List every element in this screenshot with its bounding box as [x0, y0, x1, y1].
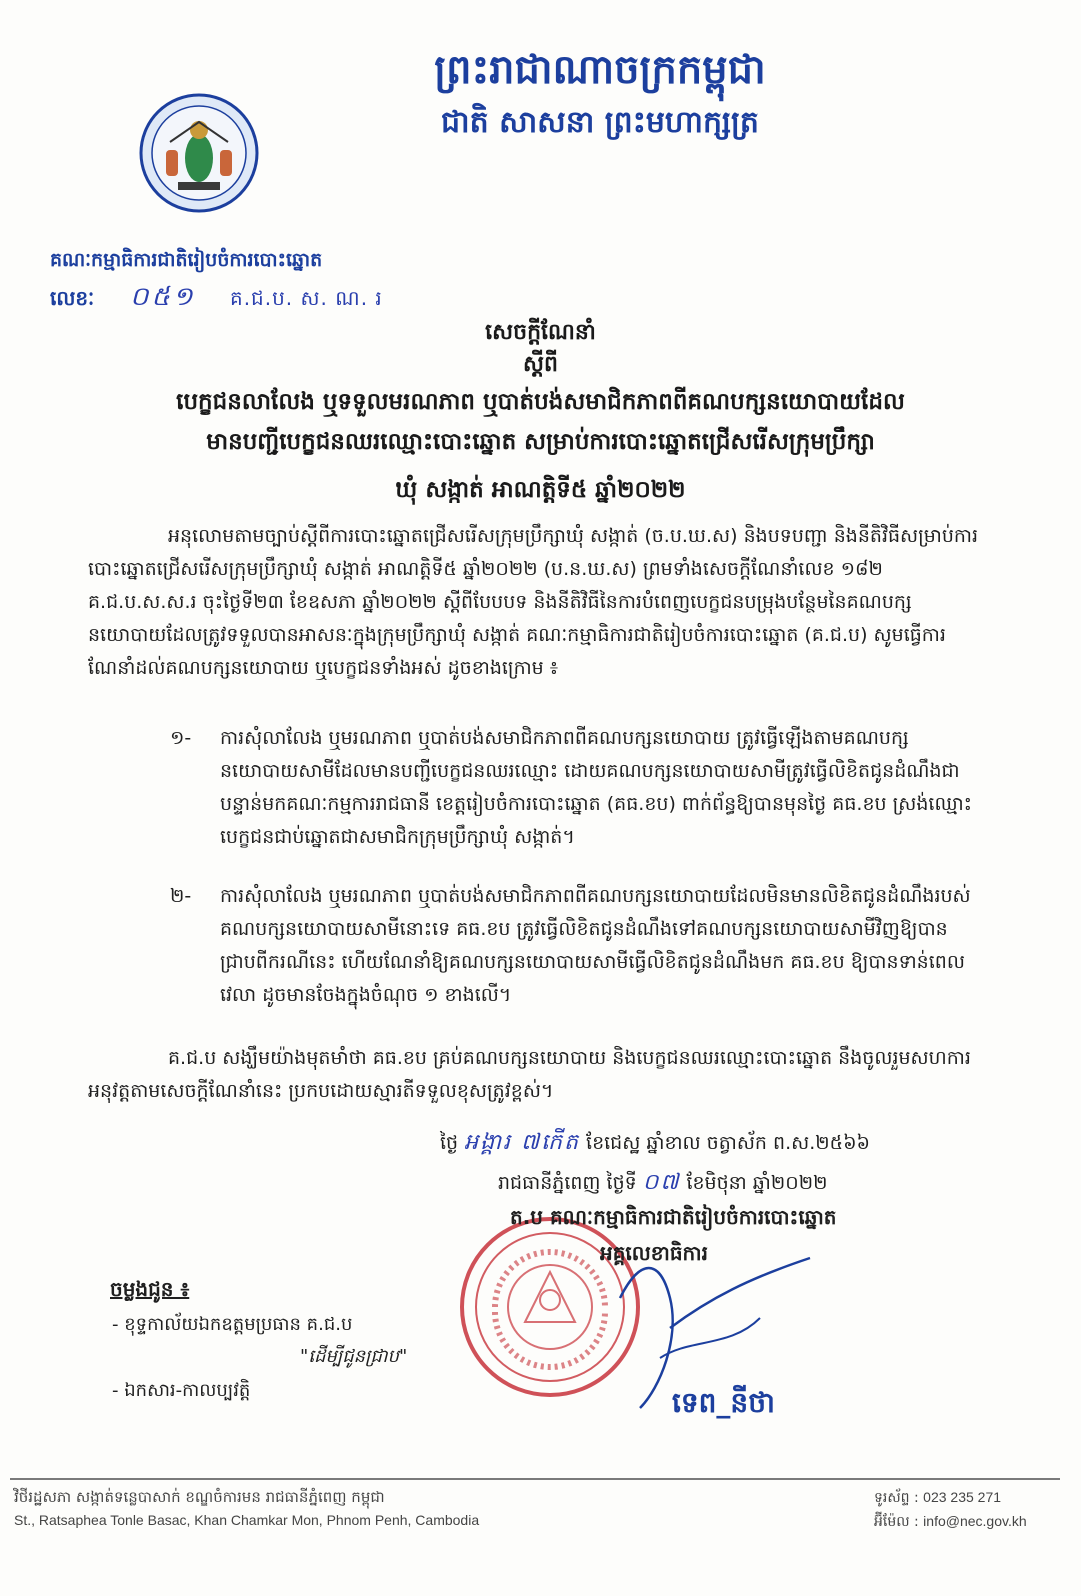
footer-email: [874, 1512, 1027, 1533]
document-type-title: សេចក្តីណែនាំ: [485, 320, 596, 345]
list-item: [170, 722, 985, 854]
footer-address-english: St., Ratsaphea Tonle Basac, Khan Chamkar Mon, Phnom Penh, Cambodia: [14, 1512, 480, 1528]
cc-recipient: - ឯកសារ-កាលប្បវត្តិ: [112, 1380, 251, 1401]
phone-label: ទូរស័ព្ទ :: [874, 1490, 919, 1506]
footer-phone: [874, 1488, 1001, 1509]
kingdom-header: [360, 40, 840, 146]
list-item-number: ២-: [170, 885, 192, 907]
list-item: [170, 880, 985, 1012]
list-item-number: ១-: [170, 727, 192, 749]
signature-organization: ត.ប គណៈកម្មាធិការជាតិរៀបចំការបោះឆ្នោត: [510, 1205, 837, 1229]
email-address: info@nec.gov.kh: [923, 1513, 1027, 1529]
footer-address-khmer: វិថីរដ្ឋសភា សង្កាត់ទន្លេបាសាក់ ខណ្ឌចំការមន រាជធានីភ្នំពេញ កម្ពុជា: [14, 1488, 385, 1506]
body-paragraph-closing: គ.ជ.ប សង្ឃឹមយ៉ាងមុតមាំថា គធ.ខប គ្រប់គណបក្សនយោបាយ និងបេក្ខជនឈរឈ្មោះបោះឆ្នោត នឹងចូលរួមសហការអនុវត្តតាមសេចក្តីណែនាំនេះ ប្រកបដោយស្មារតីទទួលខុសត្រូវខ្ពស់។: [88, 1047, 971, 1102]
lunar-date-prefix: ថ្ងៃ: [440, 1132, 459, 1154]
cc-recipient-note: "ដើម្បីជូនជ្រាប": [300, 1346, 408, 1367]
lunar-date-handwritten: អង្គារ ៧កើត: [464, 1130, 580, 1155]
title-subject-label: ស្តីពី: [523, 352, 558, 377]
reference-label: លេខៈ: [50, 286, 95, 310]
signer-title: អគ្គលេខាធិការ: [600, 1241, 708, 1265]
signer-name: ទេព_នីថា: [672, 1386, 775, 1419]
email-label: អ៊ីម៉ែល :: [874, 1514, 919, 1530]
footer-divider: [10, 1478, 1060, 1480]
solar-date-line: [498, 1168, 827, 1200]
lunar-date-suffix: ខែជេស្ឋ ឆ្នាំខាល ចត្វាស័ក ព.ស.២៥៦៦: [586, 1132, 870, 1154]
cc-title: ចម្លងជូន ៖: [110, 1277, 190, 1301]
kingdom-title: ព្រះរាជាណាចក្រកម្ពុជា: [434, 46, 766, 93]
solar-date-suffix: ខែមិថុនា ឆ្នាំ២០២២: [686, 1172, 828, 1194]
title-subject-line-2: មានបញ្ជីបេក្ខជនឈរឈ្មោះបោះឆ្នោត សម្រាប់ការបោះឆ្នោតជ្រើសរើសក្រុមប្រឹក្សា: [206, 429, 875, 455]
cc-recipient: - ខុទ្ទកាល័យឯកឧត្តមប្រធាន គ.ជ.ប: [112, 1314, 353, 1335]
reference-suffix: គ.ជ.ប. ស. ណ. រ: [230, 286, 383, 310]
issuing-organization: គណៈកម្មាធិការជាតិរៀបចំការបោះឆ្នោត: [50, 249, 323, 271]
national-motto: ជាតិ សាសនា ព្រះមហាក្សត្រ: [441, 105, 759, 140]
lunar-date-line: [440, 1128, 870, 1160]
solar-date-handwritten: ០៧: [642, 1170, 681, 1195]
solar-date-prefix: រាជធានីភ្នំពេញ ថ្ងៃទី: [498, 1172, 637, 1194]
title-subject-line-3: ឃុំ សង្កាត់ អាណត្តិទី៥ ឆ្នាំ២០២២: [395, 477, 686, 503]
phone-number: 023 235 271: [923, 1489, 1002, 1505]
body-paragraph-intro: អនុលោមតាមច្បាប់ស្តីពីការបោះឆ្នោតជ្រើសរើសក្រុមប្រឹក្សាឃុំ សង្កាត់ (ច.ប.ឃ.ស) និងបទបញ្ជា និងនីតិវិធីសម្រាប់ការបោះឆ្នោតជ្រើសរើសក្រុមប្រឹក្សាឃុំ សង្កាត់ អាណត្តិទី៥ ឆ្នាំ២០២២ (ប.ន.ឃ.ស) ព្រមទាំងសេចក្តីណែនាំលេខ ១៨២ គ.ជ.ប.ស.ស.រ ចុះថ្ងៃទី២៣ ខែឧសភា ឆ្នាំ២០២២ ស្តីពីបែបបទ និងនីតិវិធីនៃការបំពេញបេក្ខជនបម្រុងបន្ថែមនៃគណបក្សនយោបាយដែលត្រូវទទួលបានអាសនៈក្នុងក្រុមប្រឹក្សាឃុំ សង្កាត់ គណៈកម្មាធិការជាតិរៀបចំការបោះឆ្នោត (គ.ជ.ប) សូមធ្វើការណែនាំដល់គណបក្សនយោបាយ ឬបេក្ខជនទាំងអស់ ដូចខាងក្រោម ៖: [88, 525, 979, 679]
list-item-text: ការសុំលាលែង ឬមរណភាព ឬបាត់បង់សមាជិកភាពពីគណបក្សនយោបាយ ត្រូវធ្វើឡើងតាមគណបក្សនយោបាយសាមីដែលមានបញ្ជីបេក្ខជនឈរឈ្មោះ ដោយគណបក្សនយោបាយសាមីត្រូវធ្វើលិខិតជូនដំណឹងជាបន្ទាន់មកគណៈកម្មការរាជធានី ខេត្តរៀបចំការបោះឆ្នោត (គធ.ខប) ពាក់ព័ន្ធឱ្យបានមុនថ្ងៃ គធ.ខប ស្រង់ឈ្មោះបេក្ខជនជាប់ឆ្នោតជាសមាជិកក្រុមប្រឹក្សាឃុំ សង្កាត់។: [220, 727, 973, 848]
reference-number: ០៥១: [130, 282, 196, 312]
list-item-text: ការសុំលាលែង ឬមរណភាព ឬបាត់បង់សមាជិកភាពពីគណបក្សនយោបាយដែលមិនមានលិខិតជូនដំណឹងរបស់គណបក្សនយោបាយសាមីនោះទេ គធ.ខប ត្រូវធ្វើលិខិតជូនដំណឹងទៅគណបក្សនយោបាយសាមីវិញឱ្យបានជ្រាបពីករណីនេះ ហើយណែនាំឱ្យគណបក្សនយោបាយសាមីធ្វើលិខិតជូនដំណឹងមក គធ.ខប ឱ្យបានទាន់ពេលវេលា ដូចមានចែងក្នុងចំណុច ១ ខាងលើ។: [220, 885, 971, 1006]
nec-emblem-logo: [138, 92, 260, 214]
title-subject-line-1: បេក្ខជនលាលែង ឬទទួលមរណភាព ឬបាត់បង់សមាជិកភាពពីគណបក្សនយោបាយដែល: [176, 389, 905, 415]
